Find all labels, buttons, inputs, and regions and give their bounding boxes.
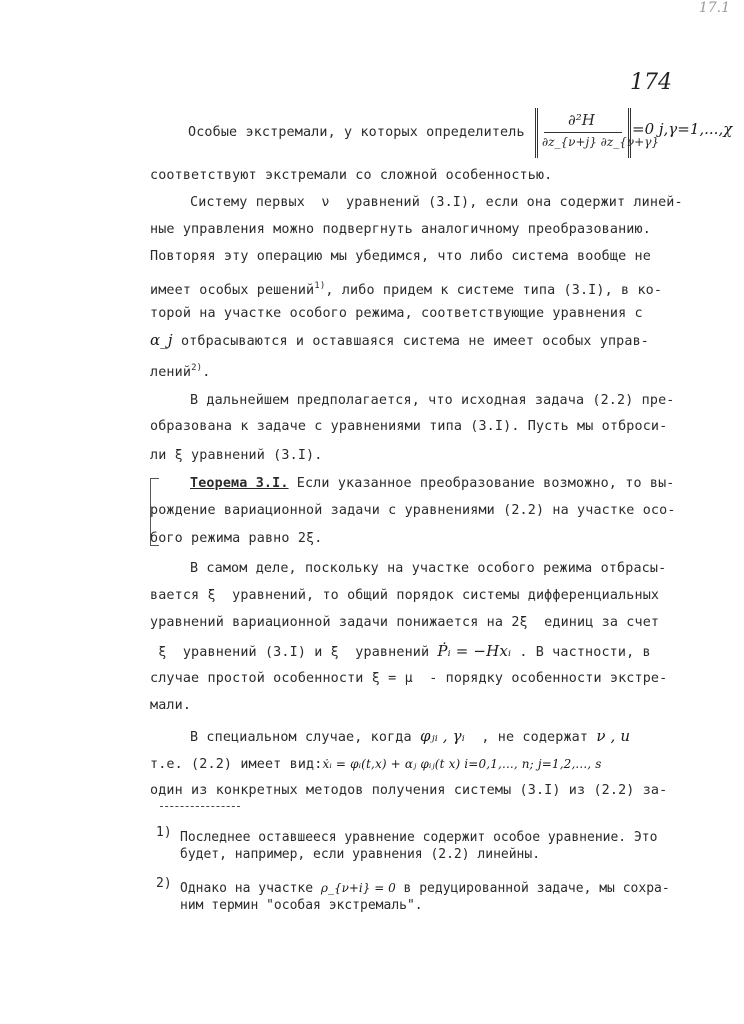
page-number: 174 bbox=[630, 70, 672, 95]
text-line: Систему первых ν уравнений (3.I), если она содержит линей- bbox=[190, 195, 683, 210]
text-line: ные управления можно подвергнуть аналогичному преобразованию. bbox=[150, 222, 651, 237]
handwritten-symbol: φⱼᵢ , γᵢ bbox=[419, 727, 465, 745]
text-line bbox=[150, 755, 602, 774]
handwritten-symbol: α_j bbox=[150, 331, 173, 349]
text-segment: отбрасываются и оставшаяся система не имеет особых управ- bbox=[172, 334, 650, 349]
footnote-line: будет, например, если уравнения (2.2) линейны. bbox=[180, 847, 541, 862]
text-line: Повторяя эту операцию мы убедимся, что либо система вообще не bbox=[150, 249, 651, 264]
footnote-ref: 1) bbox=[314, 281, 326, 291]
text-segment: имеет особых решений bbox=[150, 283, 315, 298]
formula-tail: =0 j,γ=1,...,χ bbox=[632, 120, 733, 138]
determinant bbox=[535, 108, 659, 158]
text-line bbox=[150, 642, 651, 662]
footnote-line: ним термин "особая экстремаль". bbox=[180, 898, 423, 913]
handwritten-formula: ẋᵢ = φᵢ(t,x) + αⱼ φᵢⱼ(t x) i=0,1,..., n; j=1,2,..., s bbox=[322, 757, 602, 771]
text-line: соответствуют экстремали со сложной особенностью. bbox=[150, 168, 553, 183]
handwritten-symbol: ν , u bbox=[596, 727, 631, 745]
text-line: торой на участке особого режима, соответствующие уравнения с bbox=[150, 306, 643, 321]
footnote-separator bbox=[160, 806, 240, 807]
text-segment: В специальном случае, когда bbox=[190, 730, 420, 745]
formula-intro: Особые экстремали, у которых определитель bbox=[188, 125, 525, 140]
text-line: В самом деле, поскольку на участке особого режима отбрасы- bbox=[190, 561, 667, 576]
text-segment: ξ уравнений (3.I) и ξ уравнений bbox=[150, 645, 438, 660]
text-line: рождение вариационной задачи с уравнениями (2.2) на участке осо- bbox=[150, 503, 676, 518]
text-line: случае простой особенности ξ = μ - порядку особенности экстре- bbox=[150, 671, 668, 686]
footnote-mark: 1) bbox=[156, 825, 172, 840]
text-line: мали. bbox=[150, 698, 192, 713]
text-line: образована к задаче с уравнениями типа (3.I). Пусть мы отброси- bbox=[150, 419, 668, 434]
corner-archive-mark: 17.1 bbox=[698, 0, 730, 16]
text-line: уравнений вариационной задачи понижается на 2ξ единиц за счет bbox=[150, 615, 660, 630]
text-line: один из конкретных методов получения системы (3.I) из (2.2) за- bbox=[150, 783, 668, 798]
text-segment: Однако на участке bbox=[180, 881, 321, 896]
text-segment: лений bbox=[150, 365, 192, 380]
fraction-numerator: ∂²H bbox=[568, 111, 595, 129]
footnote-line bbox=[180, 880, 670, 897]
text-line bbox=[150, 277, 662, 300]
text-segment: . В частности, в bbox=[511, 645, 651, 660]
handwritten-formula: ρ_{ν+i} = 0 bbox=[320, 881, 396, 895]
footnote-mark: 2) bbox=[156, 876, 172, 891]
text-segment: , не содержат bbox=[464, 730, 597, 745]
text-line bbox=[150, 359, 210, 382]
theorem-line bbox=[190, 475, 675, 493]
theorem-title: Теорема 3.I. bbox=[190, 476, 289, 491]
text-line: вается ξ уравнений, то общий порядок системы дифференциальных bbox=[150, 588, 660, 603]
text-segment: , либо придем к системе типа (3.I), в ко- bbox=[325, 283, 663, 298]
footnote-line: Последнее оставшееся уравнение содержит особое уравнение. Это bbox=[180, 830, 658, 845]
text-line bbox=[150, 331, 649, 351]
text-segment: т.е. (2.2) имеет вид: bbox=[150, 757, 323, 772]
handwritten-formula: Ṗᵢ = −Hxᵢ bbox=[437, 642, 512, 660]
text-segment: Если указанное преобразование возможно, то вы- bbox=[288, 476, 675, 491]
text-line bbox=[190, 727, 630, 747]
text-segment: . bbox=[202, 365, 211, 380]
text-segment: в редуцированной задаче, мы сохра- bbox=[395, 881, 670, 896]
text-line: ли ξ уравнений (3.I). bbox=[150, 448, 323, 463]
fraction-bar bbox=[544, 132, 622, 133]
text-line: бого режима равно 2ξ. bbox=[150, 531, 323, 546]
footnote-ref: 2) bbox=[191, 363, 203, 373]
text-line: В дальнейшем предполагается, что исходная задача (2.2) пре- bbox=[190, 393, 675, 408]
fraction-denominator: ∂z_{ν+j} ∂z_{ν+γ} bbox=[542, 135, 659, 149]
